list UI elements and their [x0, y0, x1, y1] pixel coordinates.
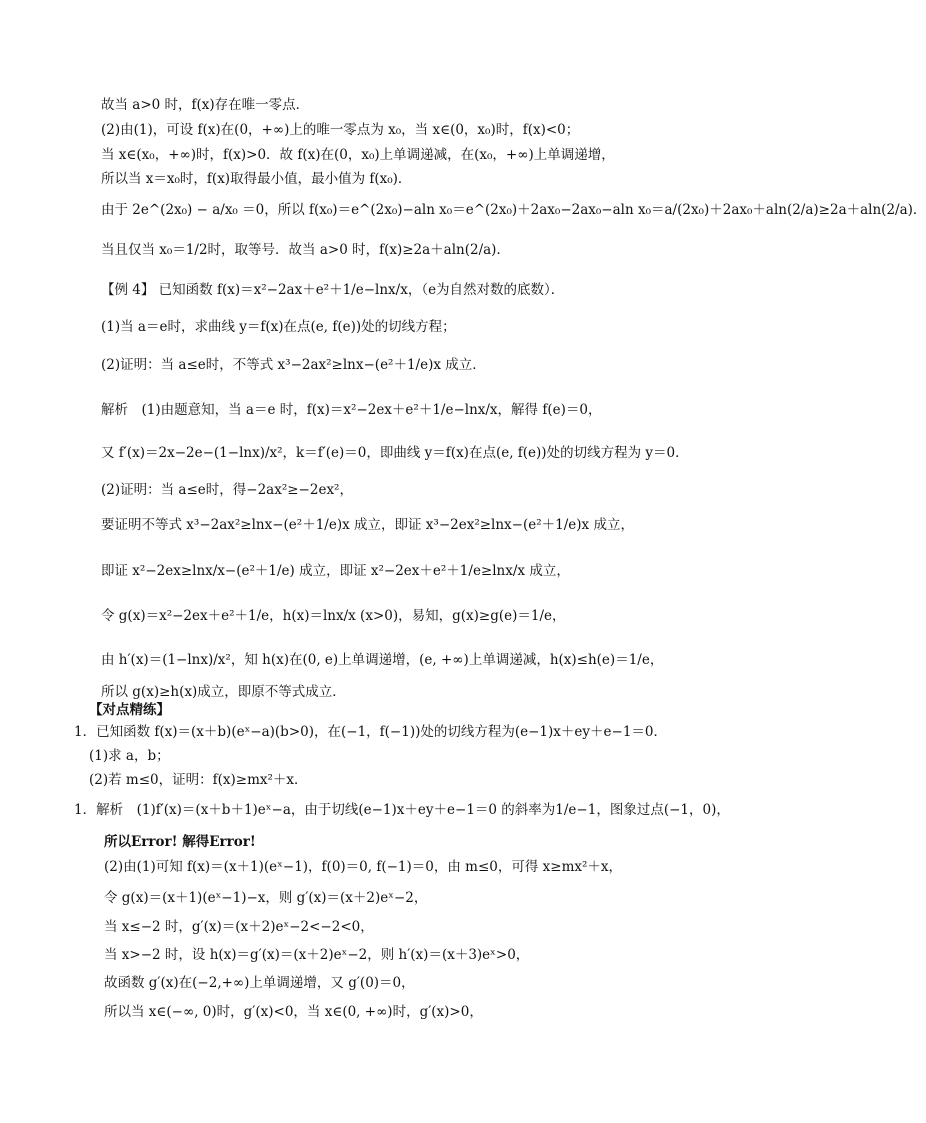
text-line: 所以当 x＝x₀时，f(x)取得最小值，最小值为 f(x₀)． — [101, 171, 412, 187]
solution-line: 解析 (1)由题意知，当 a＝e 时，f(x)＝x²−2ex＋e²＋1/e−lnx/x，解得 f(e)＝0， — [101, 402, 602, 418]
example-heading: 【例 4】 已知函数 f(x)＝x²−2ax＋e²＋1/e−lnx/x，（e为自然对数的底数）． — [101, 282, 565, 298]
solution-line: 1．解析 (1)f′(x)＝(x＋b＋1)eˣ−a，由于切线(e−1)x＋ey＋e−1＝0 的斜率为1/e−1，图象过点(−1，0)， — [74, 802, 730, 818]
text-line: 令 g(x)＝x²−2ex＋e²＋1/e，h(x)＝lnx/x (x>0)，易知，g(x)≥g(e)＝1/e， — [101, 608, 566, 624]
text-line: 令 g(x)＝(x＋1)(eˣ−1)−x，则 g′(x)＝(x＋2)eˣ−2， — [104, 890, 428, 906]
text-line: 当 x∈(x₀，+∞)时，f(x)>0．故 f(x)在(0，x₀)上单调递减，在(x₀，+∞)上单调递增， — [101, 147, 615, 163]
text-line: (2)若 m≤0，证明：f(x)≥mx²＋x． — [89, 772, 308, 788]
text-line: (2)证明：当 a≤e时，得−2ax²≥−2ex²， — [101, 482, 353, 498]
text-line: 故当 a>0 时，f(x)存在唯一零点． — [101, 97, 310, 113]
exercise-line: 1．已知函数 f(x)＝(x＋b)(eˣ−a)(b>0)，在(−1，f(−1))处的切线方程为(e−1)x＋ey＋e−1＝0． — [74, 724, 667, 740]
text-line: 当且仅当 x₀＝1/2时，取等号．故当 a>0 时，f(x)≥2a＋aln(2/a)． — [101, 242, 510, 258]
text-line: 由 h′(x)＝(1−lnx)/x²，知 h(x)在(0, e)上单调递增，(e, +∞)上单调递减，h(x)≤h(e)＝1/e， — [101, 652, 664, 668]
text-line: 当 x≤−2 时，g′(x)＝(x＋2)eˣ−2<−2<0， — [104, 919, 374, 935]
formula-line: 由于 2e^(2x₀) − a/x₀ ＝0，所以 f(x₀)＝e^(2x₀)−aln x₀＝e^(2x₀)＋2ax₀−2ax₀−aln x₀＝a/(2x₀)＋2ax₀＋aln(2/a)≥2a＋aln(2/a)． — [101, 202, 926, 218]
text-line: 所以Error! 解得Error! — [104, 834, 256, 850]
text-line: (1)当 a＝e时，求曲线 y＝f(x)在点(e, f(e))处的切线方程； — [101, 319, 456, 335]
text-line: (1)求 a，b； — [89, 748, 170, 764]
text-line: 所以当 x∈(−∞, 0)时，g′(x)<0，当 x∈(0, +∞)时，g′(x)>0， — [104, 1004, 483, 1020]
text-line: (2)证明：当 a≤e时，不等式 x³−2ax²≥lnx−(e²＋1/e)x 成立． — [101, 357, 486, 373]
text-line: 所以 g(x)≥h(x)成立，即原不等式成立． — [101, 684, 346, 700]
text-line: 故函数 g′(x)在(−2,+∞)上单调递增，又 g′(0)＝0， — [104, 975, 415, 991]
section-heading: 【对点精练】 — [89, 702, 170, 718]
text-line: 当 x>−2 时，设 h(x)＝g′(x)＝(x＋2)eˣ−2，则 h′(x)＝(x＋3)eˣ>0， — [104, 947, 530, 963]
text-line: 要证明不等式 x³−2ax²≥lnx−(e²＋1/e)x 成立，即证 x³−2ex²≥lnx−(e²＋1/e)x 成立， — [101, 517, 634, 533]
text-line: (2)由(1)，可设 f(x)在(0，+∞)上的唯一零点为 x₀，当 x∈(0，x₀)时，f(x)<0； — [101, 122, 580, 138]
text-line: 即证 x²−2ex≥lnx/x−(e²＋1/e) 成立，即证 x²−2ex＋e²＋1/e≥lnx/x 成立， — [101, 563, 570, 579]
text-line: 又 f′(x)＝2x−2e−(1−lnx)/x²，k＝f′(e)＝0，即曲线 y＝f(x)在点(e, f(e))处的切线方程为 y＝0． — [101, 445, 689, 461]
text-line: (2)由(1)可知 f(x)＝(x＋1)(eˣ−1)，f(0)＝0, f(−1)＝0，由 m≤0，可得 x≥mx²＋x， — [104, 859, 623, 875]
